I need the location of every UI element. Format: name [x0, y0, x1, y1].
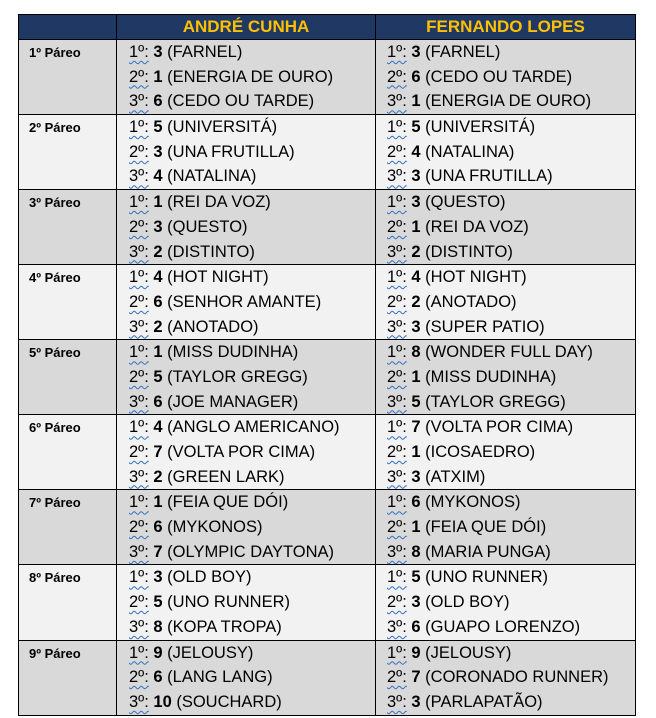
pick-horse-name: (TAYLOR GREGG): [425, 392, 566, 411]
pick-horse-number: 7: [411, 418, 421, 437]
pick-position: 3º:: [129, 242, 149, 261]
pick-horse-number: 5: [153, 593, 163, 612]
fernando-picks-cell: [376, 115, 636, 190]
pick-horse-name: (ENERGIA DE OURO): [425, 92, 592, 111]
pick-horse-name: (UNO RUNNER): [167, 593, 290, 612]
pick-line: [117, 540, 375, 565]
pick-position: 2º:: [387, 518, 407, 537]
pick-line: [376, 190, 635, 215]
pick-horse-name: (MARIA PUNGA): [425, 542, 551, 561]
pick-position: 3º:: [387, 692, 407, 711]
fernando-picks-cell: [376, 490, 636, 565]
pick-horse-number: 5: [411, 568, 421, 587]
pick-line: [376, 390, 635, 415]
pick-horse-number: 3: [153, 43, 163, 61]
pick-line: [117, 115, 375, 140]
pick-horse-name: (SOUCHARD): [176, 692, 282, 711]
pick-line: [117, 140, 375, 165]
pick-position: 1º:: [129, 268, 149, 287]
race-label: 8º Páreo: [19, 565, 117, 640]
race-row: [19, 415, 636, 490]
fernando-picks-cell: [376, 190, 636, 265]
pick-horse-number: 6: [153, 292, 163, 311]
pick-horse-name: (FARNEL): [167, 43, 243, 61]
pick-position: 3º:: [129, 167, 149, 186]
fernando-picks-cell: [376, 565, 636, 640]
pick-line: [376, 415, 635, 440]
pick-horse-name: (QUESTO): [167, 217, 248, 236]
race-row: [19, 565, 636, 640]
pick-line: [376, 140, 635, 165]
pick-horse-name: (NATALINA): [167, 167, 257, 186]
pick-horse-number: 1: [411, 92, 421, 111]
pick-line: [117, 215, 375, 240]
pick-horse-name: (DISTINTO): [167, 242, 255, 261]
pick-position: 2º:: [129, 518, 149, 537]
pick-line: [376, 115, 635, 140]
pick-position: 1º:: [387, 418, 407, 437]
pick-horse-number: 9: [153, 643, 163, 662]
picks-table: [18, 14, 636, 716]
pick-horse-number: 3: [411, 317, 421, 336]
race-label: 4º Páreo: [19, 265, 117, 340]
pick-horse-name: (ENERGIA DE OURO): [167, 67, 334, 86]
pick-position: 1º:: [129, 193, 149, 212]
pick-horse-number: 3: [411, 193, 421, 212]
pick-line: [376, 290, 635, 315]
andre-picks-cell: [117, 490, 376, 565]
pick-horse-name: (MYKONOS): [167, 518, 263, 537]
pick-horse-name: (JOE MANAGER): [167, 392, 299, 411]
pick-horse-number: 2: [411, 292, 421, 311]
pick-horse-number: 8: [153, 617, 163, 636]
pick-line: [376, 315, 635, 340]
andre-picks-cell: [117, 415, 376, 490]
pick-horse-name: (UNO RUNNER): [425, 568, 548, 587]
pick-position: 3º:: [129, 617, 149, 636]
pick-horse-number: 10: [153, 692, 172, 711]
pick-horse-number: 3: [411, 692, 421, 711]
table-body: [19, 40, 636, 716]
race-row: [19, 190, 636, 265]
pick-position: 1º:: [129, 43, 149, 61]
pick-position: 3º:: [387, 167, 407, 186]
pick-line: [117, 240, 375, 265]
pick-horse-name: (ANGLO AMERICANO): [167, 418, 340, 437]
header-fernando-lopes: FERNANDO LOPES: [376, 15, 636, 40]
pick-line: [117, 641, 375, 666]
pick-position: 1º:: [387, 568, 407, 587]
pick-horse-name: (TAYLOR GREGG): [167, 367, 308, 386]
pick-horse-name: (GREEN LARK): [167, 467, 285, 486]
pick-line: [376, 265, 635, 290]
pick-line: [117, 164, 375, 189]
andre-picks-cell: [117, 640, 376, 715]
race-label: 7º Páreo: [19, 490, 117, 565]
pick-line: [117, 390, 375, 415]
pick-horse-number: 1: [411, 518, 421, 537]
pick-line: [376, 215, 635, 240]
pick-position: 2º:: [387, 367, 407, 386]
pick-line: [376, 590, 635, 615]
pick-position: 2º:: [129, 217, 149, 236]
race-label: 3º Páreo: [19, 190, 117, 265]
pick-position: 2º:: [387, 443, 407, 461]
pick-line: [117, 365, 375, 390]
pick-line: [117, 690, 375, 715]
pick-horse-name: (ANOTADO): [425, 292, 517, 311]
pick-horse-name: (CEDO OU TARDE): [425, 67, 573, 86]
pick-horse-number: 4: [153, 167, 163, 186]
andre-picks-cell: [117, 115, 376, 190]
pick-horse-name: (CORONADO RUNNER): [425, 668, 609, 687]
pick-horse-name: (FEIA QUE DÓI): [167, 493, 289, 512]
pick-line: [376, 515, 635, 540]
pick-horse-name: (OLYMPIC DAYTONA): [167, 542, 335, 561]
header-corner-cell: [19, 15, 117, 40]
pick-horse-number: 8: [411, 343, 421, 362]
race-row: [19, 265, 636, 340]
pick-horse-name: (DISTINTO): [425, 242, 513, 261]
pick-position: 1º:: [387, 193, 407, 212]
pick-horse-number: 7: [153, 443, 163, 461]
pick-line: [376, 665, 635, 690]
pick-position: 3º:: [387, 392, 407, 411]
pick-horse-number: 5: [411, 118, 421, 137]
pick-position: 1º:: [387, 343, 407, 362]
pick-horse-name: (FEIA QUE DÓI): [425, 518, 547, 537]
pick-horse-name: (UNIVERSITÁ): [167, 118, 278, 137]
pick-position: 1º:: [129, 568, 149, 587]
pick-position: 3º:: [129, 692, 149, 711]
pick-position: 2º:: [387, 292, 407, 311]
pick-horse-name: (SENHOR AMANTE): [167, 292, 322, 311]
race-row: [19, 115, 636, 190]
pick-position: 1º:: [129, 418, 149, 437]
andre-picks-cell: [117, 40, 376, 115]
pick-position: 3º:: [387, 242, 407, 261]
pick-position: 3º:: [387, 317, 407, 336]
pick-position: 1º:: [129, 493, 149, 512]
pick-horse-name: (VOLTA POR CIMA): [425, 418, 574, 437]
pick-position: 2º:: [129, 67, 149, 86]
pick-horse-number: 3: [411, 467, 421, 486]
pick-horse-name: (KOPA TROPA): [167, 617, 282, 636]
race-label: 2º Páreo: [19, 115, 117, 190]
pick-line: [117, 290, 375, 315]
pick-horse-name: (GUAPO LORENZO): [425, 617, 581, 636]
race-label: 6º Páreo: [19, 415, 117, 490]
fernando-picks-cell: [376, 265, 636, 340]
pick-horse-number: 2: [153, 467, 163, 486]
pick-line: [376, 465, 635, 490]
pick-position: 2º:: [387, 67, 407, 86]
pick-line: [376, 365, 635, 390]
pick-position: 1º:: [387, 493, 407, 512]
pick-position: 2º:: [387, 668, 407, 687]
pick-horse-number: 3: [153, 142, 163, 161]
pick-horse-name: (VOLTA POR CIMA): [167, 443, 316, 461]
pick-line: [376, 540, 635, 565]
pick-line: [376, 40, 635, 65]
pick-horse-number: 2: [153, 242, 163, 261]
pick-line: [117, 65, 375, 90]
pick-line: [376, 565, 635, 590]
pick-horse-number: 8: [411, 542, 421, 561]
pick-position: 2º:: [129, 142, 149, 161]
pick-position: 2º:: [129, 593, 149, 612]
pick-position: 3º:: [129, 317, 149, 336]
andre-picks-cell: [117, 340, 376, 415]
pick-position: 3º:: [129, 392, 149, 411]
pick-position: 1º:: [129, 643, 149, 662]
pick-horse-name: (ICOSAEDRO): [425, 443, 536, 461]
pick-position: 1º:: [129, 343, 149, 362]
andre-picks-cell: [117, 565, 376, 640]
pick-horse-name: (MISS DUDINHA): [167, 343, 299, 362]
pick-horse-number: 4: [411, 142, 421, 161]
pick-horse-number: 5: [411, 392, 421, 411]
header-row: [19, 15, 636, 40]
pick-horse-name: (HOT NIGHT): [167, 268, 269, 287]
pick-horse-name: (OLD BOY): [425, 593, 510, 612]
pick-line: [117, 665, 375, 690]
pick-position: 3º:: [129, 92, 149, 111]
pick-line: [376, 440, 635, 465]
pick-horse-number: 7: [411, 668, 421, 687]
pick-horse-name: (NATALINA): [425, 142, 515, 161]
pick-horse-number: 1: [411, 367, 421, 386]
race-row: [19, 340, 636, 415]
pick-horse-number: 6: [153, 92, 163, 111]
pick-line: [117, 265, 375, 290]
pick-horse-name: (ANOTADO): [167, 317, 259, 336]
pick-horse-name: (LANG LANG): [167, 668, 273, 687]
pick-horse-number: 2: [153, 317, 163, 336]
pick-horse-number: 7: [153, 542, 163, 561]
pick-horse-number: 1: [153, 193, 163, 212]
andre-picks-cell: [117, 265, 376, 340]
pick-horse-number: 3: [411, 43, 421, 61]
pick-line: [117, 440, 375, 465]
pick-position: 2º:: [387, 217, 407, 236]
pick-line: [117, 465, 375, 490]
pick-horse-name: (REI DA VOZ): [167, 193, 271, 212]
pick-position: 2º:: [129, 292, 149, 311]
pick-line: [117, 490, 375, 515]
pick-horse-name: (FARNEL): [425, 43, 501, 61]
pick-position: 2º:: [129, 668, 149, 687]
pick-horse-name: (MYKONOS): [425, 493, 521, 512]
pick-horse-number: 1: [411, 217, 421, 236]
pick-horse-number: 2: [411, 242, 421, 261]
pick-position: 1º:: [387, 118, 407, 137]
pick-horse-name: (HOT NIGHT): [425, 268, 527, 287]
pick-line: [117, 190, 375, 215]
pick-horse-number: 4: [153, 418, 163, 437]
pick-horse-name: (OLD BOY): [167, 568, 252, 587]
pick-line: [376, 89, 635, 114]
pick-horse-number: 9: [411, 643, 421, 662]
pick-position: 1º:: [387, 268, 407, 287]
fernando-picks-cell: [376, 340, 636, 415]
race-row: [19, 490, 636, 565]
pick-horse-name: (JELOUSY): [167, 643, 254, 662]
pick-horse-number: 1: [411, 443, 421, 461]
pick-horse-number: 6: [411, 617, 421, 636]
pick-horse-name: (ATXIM): [425, 467, 486, 486]
pick-line: [117, 515, 375, 540]
pick-position: 3º:: [129, 542, 149, 561]
pick-position: 1º:: [387, 43, 407, 61]
pick-horse-number: 1: [153, 493, 163, 512]
pick-line: [376, 690, 635, 715]
pick-horse-number: 4: [153, 268, 163, 287]
pick-horse-number: 4: [411, 268, 421, 287]
pick-horse-number: 6: [153, 668, 163, 687]
race-label: 9º Páreo: [19, 640, 117, 715]
pick-position: 3º:: [387, 617, 407, 636]
pick-position: 2º:: [129, 443, 149, 461]
pick-position: 2º:: [387, 142, 407, 161]
race-row: [19, 40, 636, 115]
pick-horse-number: 5: [153, 118, 163, 137]
pick-horse-number: 3: [153, 217, 163, 236]
pick-line: [376, 340, 635, 365]
pick-line: [376, 65, 635, 90]
pick-horse-name: (UNA FRUTILLA): [425, 167, 553, 186]
pick-position: 3º:: [129, 467, 149, 486]
pick-horse-number: 6: [153, 518, 163, 537]
pick-line: [117, 89, 375, 114]
pick-horse-name: (WONDER FULL DAY): [425, 343, 593, 362]
fernando-picks-cell: [376, 640, 636, 715]
pick-horse-number: 5: [153, 367, 163, 386]
pick-line: [117, 615, 375, 640]
pick-horse-name: (JELOUSY): [425, 643, 512, 662]
pick-horse-number: 6: [153, 392, 163, 411]
pick-line: [117, 40, 375, 65]
pick-line: [117, 315, 375, 340]
pick-horse-name: (SUPER PATIO): [425, 317, 545, 336]
pick-line: [376, 490, 635, 515]
pick-horse-number: 1: [153, 343, 163, 362]
pick-position: 3º:: [387, 542, 407, 561]
pick-position: 1º:: [387, 643, 407, 662]
pick-horse-name: (UNIVERSITÁ): [425, 118, 536, 137]
pick-horse-number: 3: [153, 568, 163, 587]
picks-table-container: [18, 14, 635, 716]
race-row: [19, 640, 636, 715]
pick-horse-name: (REI DA VOZ): [425, 217, 529, 236]
fernando-picks-cell: [376, 415, 636, 490]
pick-position: 1º:: [129, 118, 149, 137]
pick-horse-number: 3: [411, 593, 421, 612]
pick-line: [376, 641, 635, 666]
pick-line: [117, 565, 375, 590]
header-andre-cunha: ANDRÉ CUNHA: [117, 15, 376, 40]
pick-horse-name: (QUESTO): [425, 193, 506, 212]
pick-position: 2º:: [129, 367, 149, 386]
fernando-picks-cell: [376, 40, 636, 115]
race-label: 1º Páreo: [19, 40, 117, 115]
pick-horse-number: 6: [411, 67, 421, 86]
pick-line: [376, 240, 635, 265]
pick-horse-number: 3: [411, 167, 421, 186]
andre-picks-cell: [117, 190, 376, 265]
pick-position: 3º:: [387, 92, 407, 111]
pick-position: 2º:: [387, 593, 407, 612]
pick-horse-name: (CEDO OU TARDE): [167, 92, 315, 111]
pick-horse-name: (MISS DUDINHA): [425, 367, 557, 386]
pick-line: [376, 164, 635, 189]
race-label: 5º Páreo: [19, 340, 117, 415]
pick-line: [376, 615, 635, 640]
pick-horse-number: 6: [411, 493, 421, 512]
pick-horse-name: (UNA FRUTILLA): [167, 142, 295, 161]
pick-position: 3º:: [387, 467, 407, 486]
pick-horse-name: (PARLAPATÃO): [425, 692, 543, 711]
pick-horse-number: 1: [153, 67, 163, 86]
pick-line: [117, 415, 375, 440]
pick-line: [117, 590, 375, 615]
pick-line: [117, 340, 375, 365]
